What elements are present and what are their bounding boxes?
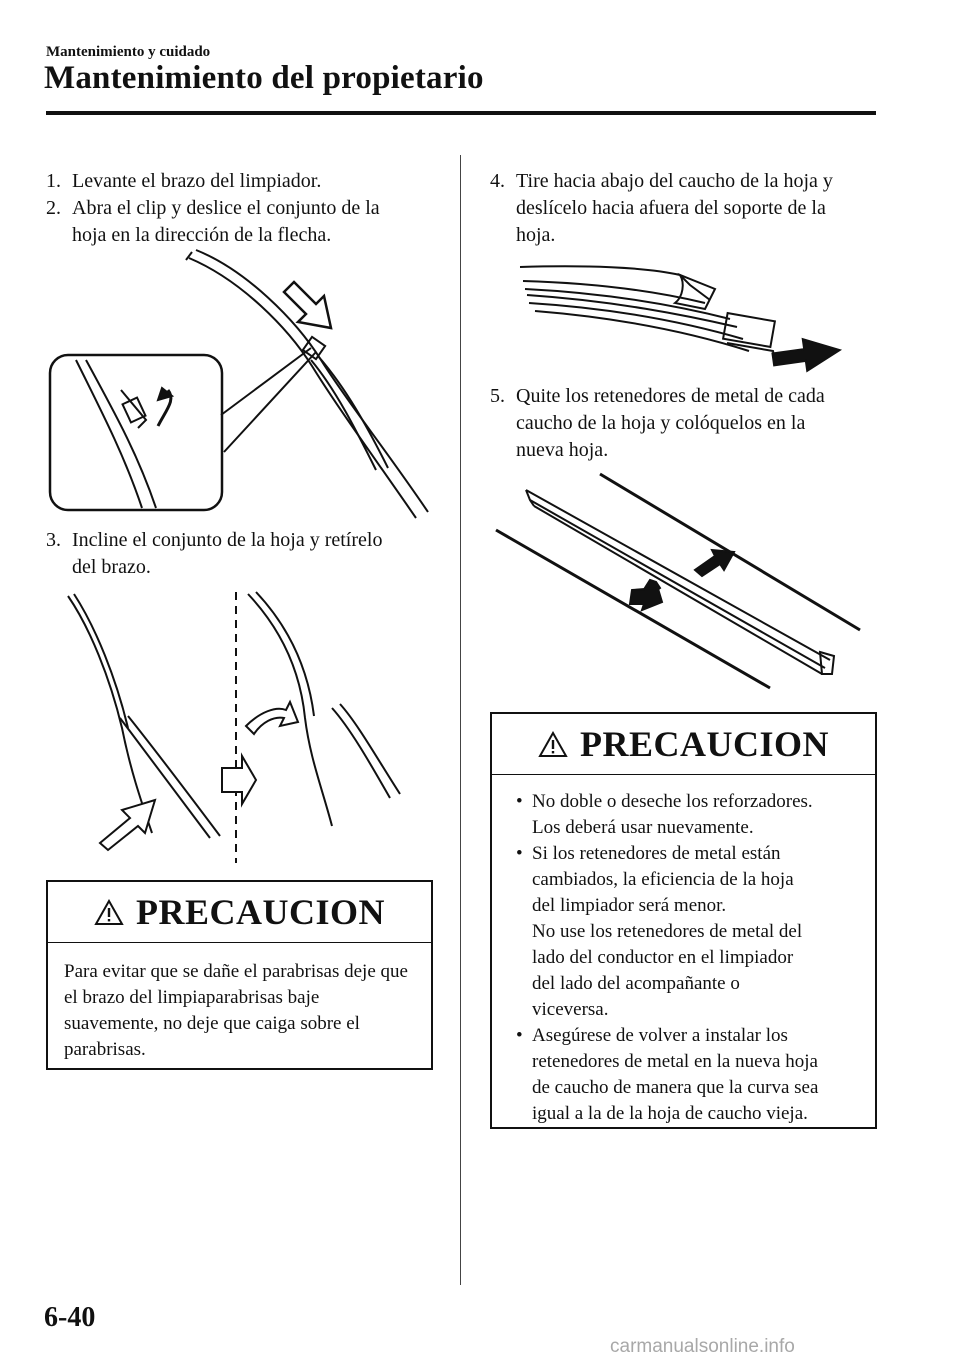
section-label: Mantenimiento y cuidado <box>46 44 211 60</box>
step-4 <box>490 168 890 249</box>
page-title: Mantenimiento del propietario <box>44 60 484 96</box>
step-number: 4. <box>490 170 505 192</box>
step-text: Quite los retenedores de metal de cada caucho de la hoja y colóquelos en la nueva hoja. <box>516 385 825 461</box>
caution-box-right <box>490 712 877 1129</box>
step-text: Abra el clip y deslice el conjunto de la hoja en la dirección de la flecha. <box>72 197 380 246</box>
caution-text: Para evitar que se dañe el parabrisas deje que el brazo del limpiaparabrisas baje suavemente, no deje que caiga sobre el parabrisas. <box>64 961 408 1060</box>
step-number: 3. <box>46 529 61 551</box>
bullet-dot: • <box>516 791 523 812</box>
bullet-text: No doble o deseche los reforzadores. Los deberá usar nuevamente. <box>532 791 813 838</box>
page-number: 6-40 <box>44 1302 96 1333</box>
watermark: carmanualsonline.info <box>610 1336 795 1357</box>
caution-box-left <box>46 880 433 1070</box>
warning-triangle-icon <box>538 731 568 758</box>
step-number: 1. <box>46 170 61 192</box>
step-text: Incline el conjunto de la hoja y retírelo del brazo. <box>72 529 383 578</box>
warning-triangle-icon <box>94 899 124 926</box>
caution-label: PRECAUCION <box>135 892 385 932</box>
caution-bullet <box>508 1023 859 1127</box>
caution-label: PRECAUCION <box>579 724 829 764</box>
step-5 <box>490 383 890 464</box>
caution-header <box>48 882 431 943</box>
caution-body <box>492 775 875 1127</box>
bullet-dot: • <box>516 843 523 864</box>
retainers-illustration <box>490 470 870 695</box>
step-number: 5. <box>490 385 505 407</box>
bullet-dot: • <box>516 1025 523 1046</box>
wiper-clip-illustration <box>46 240 446 520</box>
step-text: Tire hacia abajo del caucho de la hoja y deslícelo hacia afuera del soporte de la hoja. <box>516 170 833 246</box>
rubber-pull-illustration <box>505 245 850 375</box>
blade-removal-illustration <box>60 588 430 863</box>
column-divider <box>460 155 461 1285</box>
header-rule <box>46 111 876 115</box>
caution-header <box>492 714 875 775</box>
step-1 <box>46 168 446 195</box>
caution-bullet <box>508 789 859 841</box>
bullet-text: Si los retenedores de metal están cambiados, la eficiencia de la hoja del limpiador será menor. No use los retenedores de metal del lado del conductor en el limpiador del lado del acompañante o viceversa. <box>532 843 803 1020</box>
step-number: 2. <box>46 197 61 219</box>
step-3 <box>46 527 446 581</box>
step-text: Levante el brazo del limpiador. <box>72 170 322 192</box>
bullet-text: Asegúrese de volver a instalar los retenedores de metal en la nueva hoja de caucho de manera que la curva sea igual a la de la hoja de caucho vieja. <box>532 1025 819 1124</box>
caution-bullet <box>508 841 859 1023</box>
